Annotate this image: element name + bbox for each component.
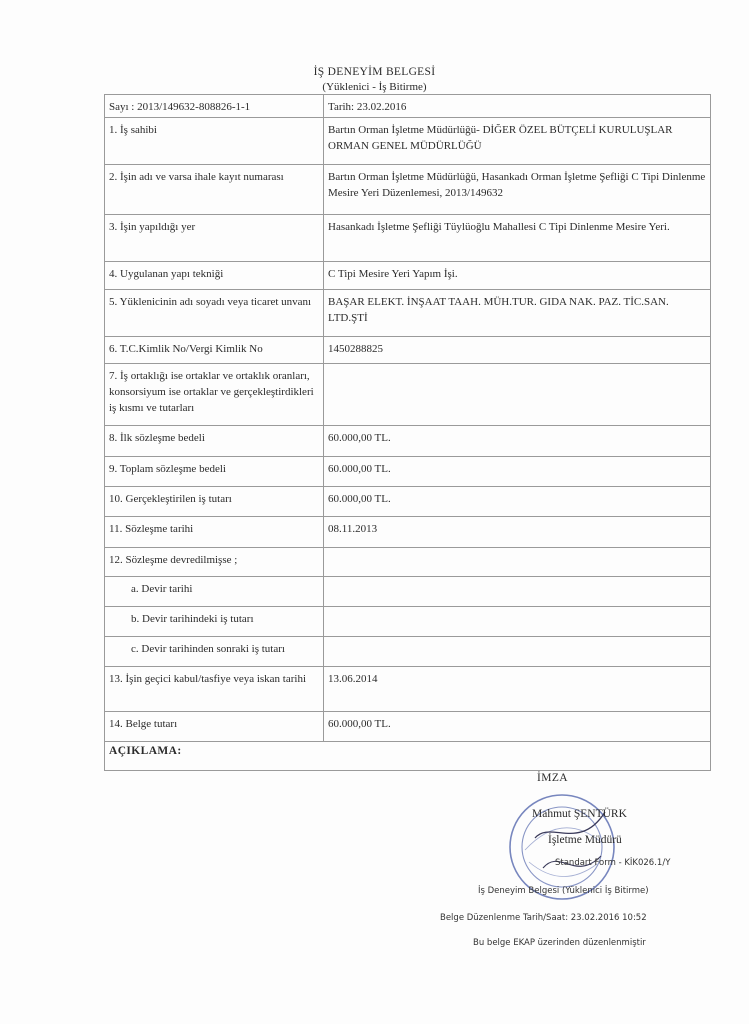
table-row: [105, 118, 710, 165]
meta-row: [105, 95, 710, 118]
experience-certificate-table: [104, 94, 711, 771]
row-label: c. Devir tarihinden sonraki iş tutarı: [105, 637, 324, 666]
aciklama-row: [105, 742, 710, 770]
row-value: [324, 548, 710, 576]
row-label: 9. Toplam sözleşme bedeli: [105, 457, 324, 486]
form-code: Standart Form - KİK026.1/Y: [555, 858, 671, 868]
table-row: [105, 290, 710, 337]
table-row: [105, 548, 710, 577]
row-value: 60.000,00 TL.: [328, 718, 391, 730]
row-value: 13.06.2014: [328, 673, 378, 685]
row-label: b. Devir tarihindeki iş tutarı: [105, 607, 324, 636]
row-value: [324, 637, 710, 666]
table-row: [105, 637, 710, 667]
document-subtitle: (Yüklenici - İş Bitirme): [322, 81, 427, 93]
issue-date-time: Belge Düzenlenme Tarih/Saat: 23.02.2016 10:52: [440, 913, 647, 923]
row-label: 3. İşin yapıldığı yer: [105, 215, 324, 261]
row-label: 7. İş ortaklığı ise ortaklar ve ortaklık oranları, konsorsiyum ise ortaklar ve gerçekleştirdikleri iş kısmı ve tutarları: [105, 364, 324, 425]
table-row: [105, 487, 710, 517]
row-label: 14. Belge tutarı: [105, 712, 324, 741]
row-label: 2. İşin adı ve varsa ihale kayıt numarası: [105, 165, 324, 214]
table-row: [105, 667, 710, 712]
row-value: [324, 607, 710, 636]
signer-name: Mahmut ŞENTÜRK: [532, 808, 627, 820]
row-value: 08.11.2013: [328, 523, 378, 535]
row-value: 1450288825: [328, 343, 383, 355]
aciklama-label: AÇIKLAMA:: [109, 745, 182, 757]
table-row: [105, 607, 710, 637]
row-value: 60.000,00 TL.: [328, 493, 391, 505]
table-row: [105, 712, 710, 742]
row-label: 12. Sözleşme devredilmişse ;: [105, 548, 324, 576]
row-label: 4. Uygulanan yapı tekniği: [105, 262, 324, 289]
table-row: [105, 337, 710, 364]
row-value: [324, 577, 710, 606]
signature-label: İMZA: [537, 772, 568, 784]
row-label: 6. T.C.Kimlik No/Vergi Kimlik No: [105, 337, 324, 363]
table-row: [105, 165, 710, 215]
row-value: Hasankadı İşletme Şefliği Tüylüoğlu Mahallesi C Tipi Dinlenme Mesire Yeri.: [328, 221, 670, 233]
table-row: [105, 215, 710, 262]
row-label: 8. İlk sözleşme bedeli: [105, 426, 324, 456]
document-date: Tarih: 23.02.2016: [328, 101, 407, 113]
row-label: 13. İşin geçici kabul/tasfiye veya iskan tarihi: [105, 667, 324, 711]
row-value: BAŞAR ELEKT. İNŞAAT TAAH. MÜH.TUR. GIDA NAK. PAZ. TİC.SAN. LTD.ŞTİ: [328, 296, 669, 324]
document-number: Sayı : 2013/149632-808826-1-1: [105, 95, 324, 117]
row-label: 1. İş sahibi: [105, 118, 324, 164]
row-label: 11. Sözleşme tarihi: [105, 517, 324, 547]
row-value: 60.000,00 TL.: [328, 432, 391, 444]
ekap-note: Bu belge EKAP üzerinden düzenlenmiştir: [473, 938, 646, 948]
table-row: [105, 426, 710, 457]
signer-title: İşletme Müdürü: [548, 834, 622, 846]
row-value: Bartın Orman İşletme Müdürlüğü- DİĞER ÖZEL BÜTÇELİ KURULUŞLAR ORMAN GENEL MÜDÜRLÜĞÜ: [328, 124, 673, 152]
table-row: [105, 577, 710, 607]
table-row: [105, 457, 710, 487]
document-title: İŞ DENEYİM BELGESİ: [313, 66, 436, 78]
table-row: [105, 262, 710, 290]
row-label: 10. Gerçekleştirilen iş tutarı: [105, 487, 324, 516]
row-value: 60.000,00 TL.: [328, 463, 391, 475]
form-name: İş Deneyim Belgesi (Yüklenici İş Bitirme): [478, 886, 649, 896]
row-value: [324, 364, 710, 425]
row-value: Bartın Orman İşletme Müdürlüğü, Hasankadı Orman İşletme Şefliği C Tipi Dinlenme Mesire Yeri Düzenlemesi, 2013/149632: [328, 171, 706, 199]
row-value: C Tipi Mesire Yeri Yapım İşi.: [328, 268, 458, 280]
table-row: [105, 517, 710, 548]
table-row: [105, 364, 710, 426]
row-label: 5. Yüklenicinin adı soyadı veya ticaret unvanı: [105, 290, 324, 336]
row-label: a. Devir tarihi: [105, 577, 324, 606]
